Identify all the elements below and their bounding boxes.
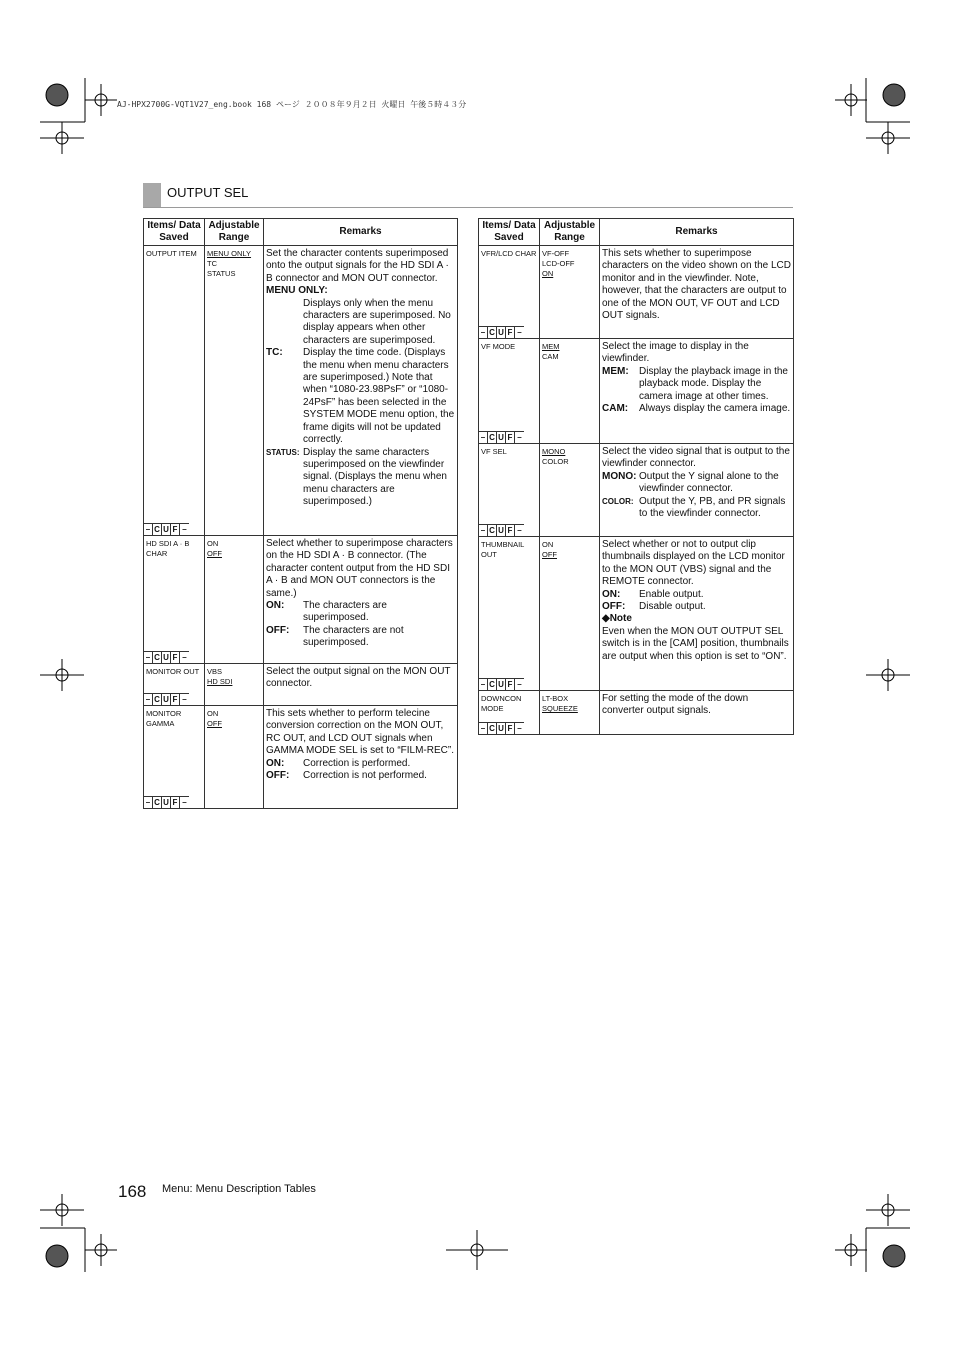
remarks: Select the image to display in the viewfinder. MEM: Display the playback image in the playback mode. Display the camera image at other times. CAM: Always display the camera image. [602,341,791,415]
range-list: ON OFF [542,540,557,559]
cuf-indicator: – C U F – [144,651,189,663]
range-list: MEM CAM [542,342,560,361]
note-heading: ◆Note [602,613,632,625]
left-menu-table [143,218,458,809]
item-name: HD SDI A · B CHAR [146,539,190,558]
cuf-indicator: – C U F – [479,678,524,690]
item-name: VFR/LCD CHAR [481,249,537,258]
remarks: For setting the mode of the down converter output signals. [602,693,749,717]
item-name: VF MODE [481,342,516,351]
print-header: AJ-HPX2700G-VQT1V27_eng.book 168 ページ ２００８年９月２日 火曜日 午後５時４３分 [117,100,467,109]
right-menu-table [478,218,794,735]
table-row [479,339,794,444]
cuf-indicator: – C U F – [479,326,524,338]
cuf-indicator: – C U F – [144,796,189,808]
remarks: Select whether to superimpose characters on the HD SDI A · B connector. (The character content output from the HD SDI A · B and MON OUT connectors is the same.) ON: The characters are superimposed. OFF: The characters are not superimposed. [266,538,453,649]
remarks: Select whether or not to output clip thumbnails displayed on the LCD monitor to the MON OUT (VBS) signal and the REMOTE connector. ON: Enable output. OFF: Disable output. ◆Note Even when the MON OUT OUTPUT SEL switch is in the [CAM] position, thumbnails are output when this option is set to “ON”. [600,537,793,666]
remarks: This sets whether to superimpose characters on the video shown on the LCD monitor and in the viewfinder. Note, however, that the characters are output to one of the MON OUT, VF OUT and LCD OUT signals. [602,248,791,322]
footer-title: Menu: Menu Description Tables [162,1183,316,1195]
section-marker [143,183,161,207]
range-list: LT-BOX SQUEEZE [542,694,578,713]
item-name: DOWNCON MODE [481,694,522,713]
range-list: MENU ONLY TC STATUS [207,249,252,278]
item-name: MONITOR GAMMA [146,709,182,728]
range-list: VBS HD SDI [207,667,233,686]
col-remarks: Remarks [600,219,794,246]
table-row [479,691,794,735]
table-row [479,537,794,691]
range-list: MONO COLOR [542,447,569,466]
item-name: OUTPUT ITEM [146,249,197,258]
item-name: MONITOR OUT [146,667,200,676]
cuf-indicator: – C U F – [479,431,524,443]
col-items: Items/ Data Saved [144,219,205,246]
col-range: Adjustable Range [205,219,264,246]
table-row [479,246,794,339]
item-name: VF SEL [481,447,507,456]
cuf-indicator: – C U F – [479,722,524,734]
remarks: Set the character contents superimposed onto the output signals for the HD SDI A · B connector and MON OUT connector. MENU ONLY: Displays only when the menu characters are superimposed. No display appears when other characters are superimposed. TC: Display the time code. (Displays the menu when menu characters are superimposed.) Note that when “1080-23.98PsF” or “1080-24PsF” has been selected in the SYSTEM MODE menu option, the frame digits will not be updated correctly. STATUS: Display the same characters superimposed on the viewfinder signal. (Displays the menu when menu characters are superimposed.) [266,248,455,508]
remarks: Select the video signal that is output to the viewfinder connector. MONO: Output the Y signal alone to the viewfinder connector. COLOR: Output the Y, PB, and PR signals to the viewfinder connector. [602,446,790,520]
note-text: Even when the MON OUT OUTPUT SEL switch is in the [CAM] position, thumbnails are output when this option is set to “ON”. [602,625,789,662]
table-row [479,444,794,537]
cuf-indicator: – C U F – [144,523,189,535]
table-row [144,536,458,664]
section-header [143,181,793,208]
item-name: THUMBNAIL OUT [481,540,525,559]
range-list: VF-OFF LCD-OFF ON [542,249,575,278]
cuf-indicator: – C U F – [479,524,524,536]
range-list: ON OFF [207,539,222,558]
table-row [144,664,458,706]
page-number: 168 [118,1182,147,1201]
range-list: ON OFF [207,709,222,728]
cuf-indicator: – C U F – [144,693,189,705]
remarks: Select the output signal on the MON OUT connector. [266,666,451,690]
remarks: This sets whether to perform telecine conversion correction on the MON OUT, RC OUT, and LCD OUT signals when GAMMA MODE SEL is set to “FILM-REC”. ON: Correction is performed. OFF: Correction is not performed. [266,708,454,782]
col-remarks: Remarks [264,219,458,246]
table-row [144,706,458,809]
col-items: Items/ Data Saved [479,219,540,246]
col-range: Adjustable Range [540,219,600,246]
section-title: OUTPUT SEL [167,185,249,200]
table-row [144,246,458,536]
